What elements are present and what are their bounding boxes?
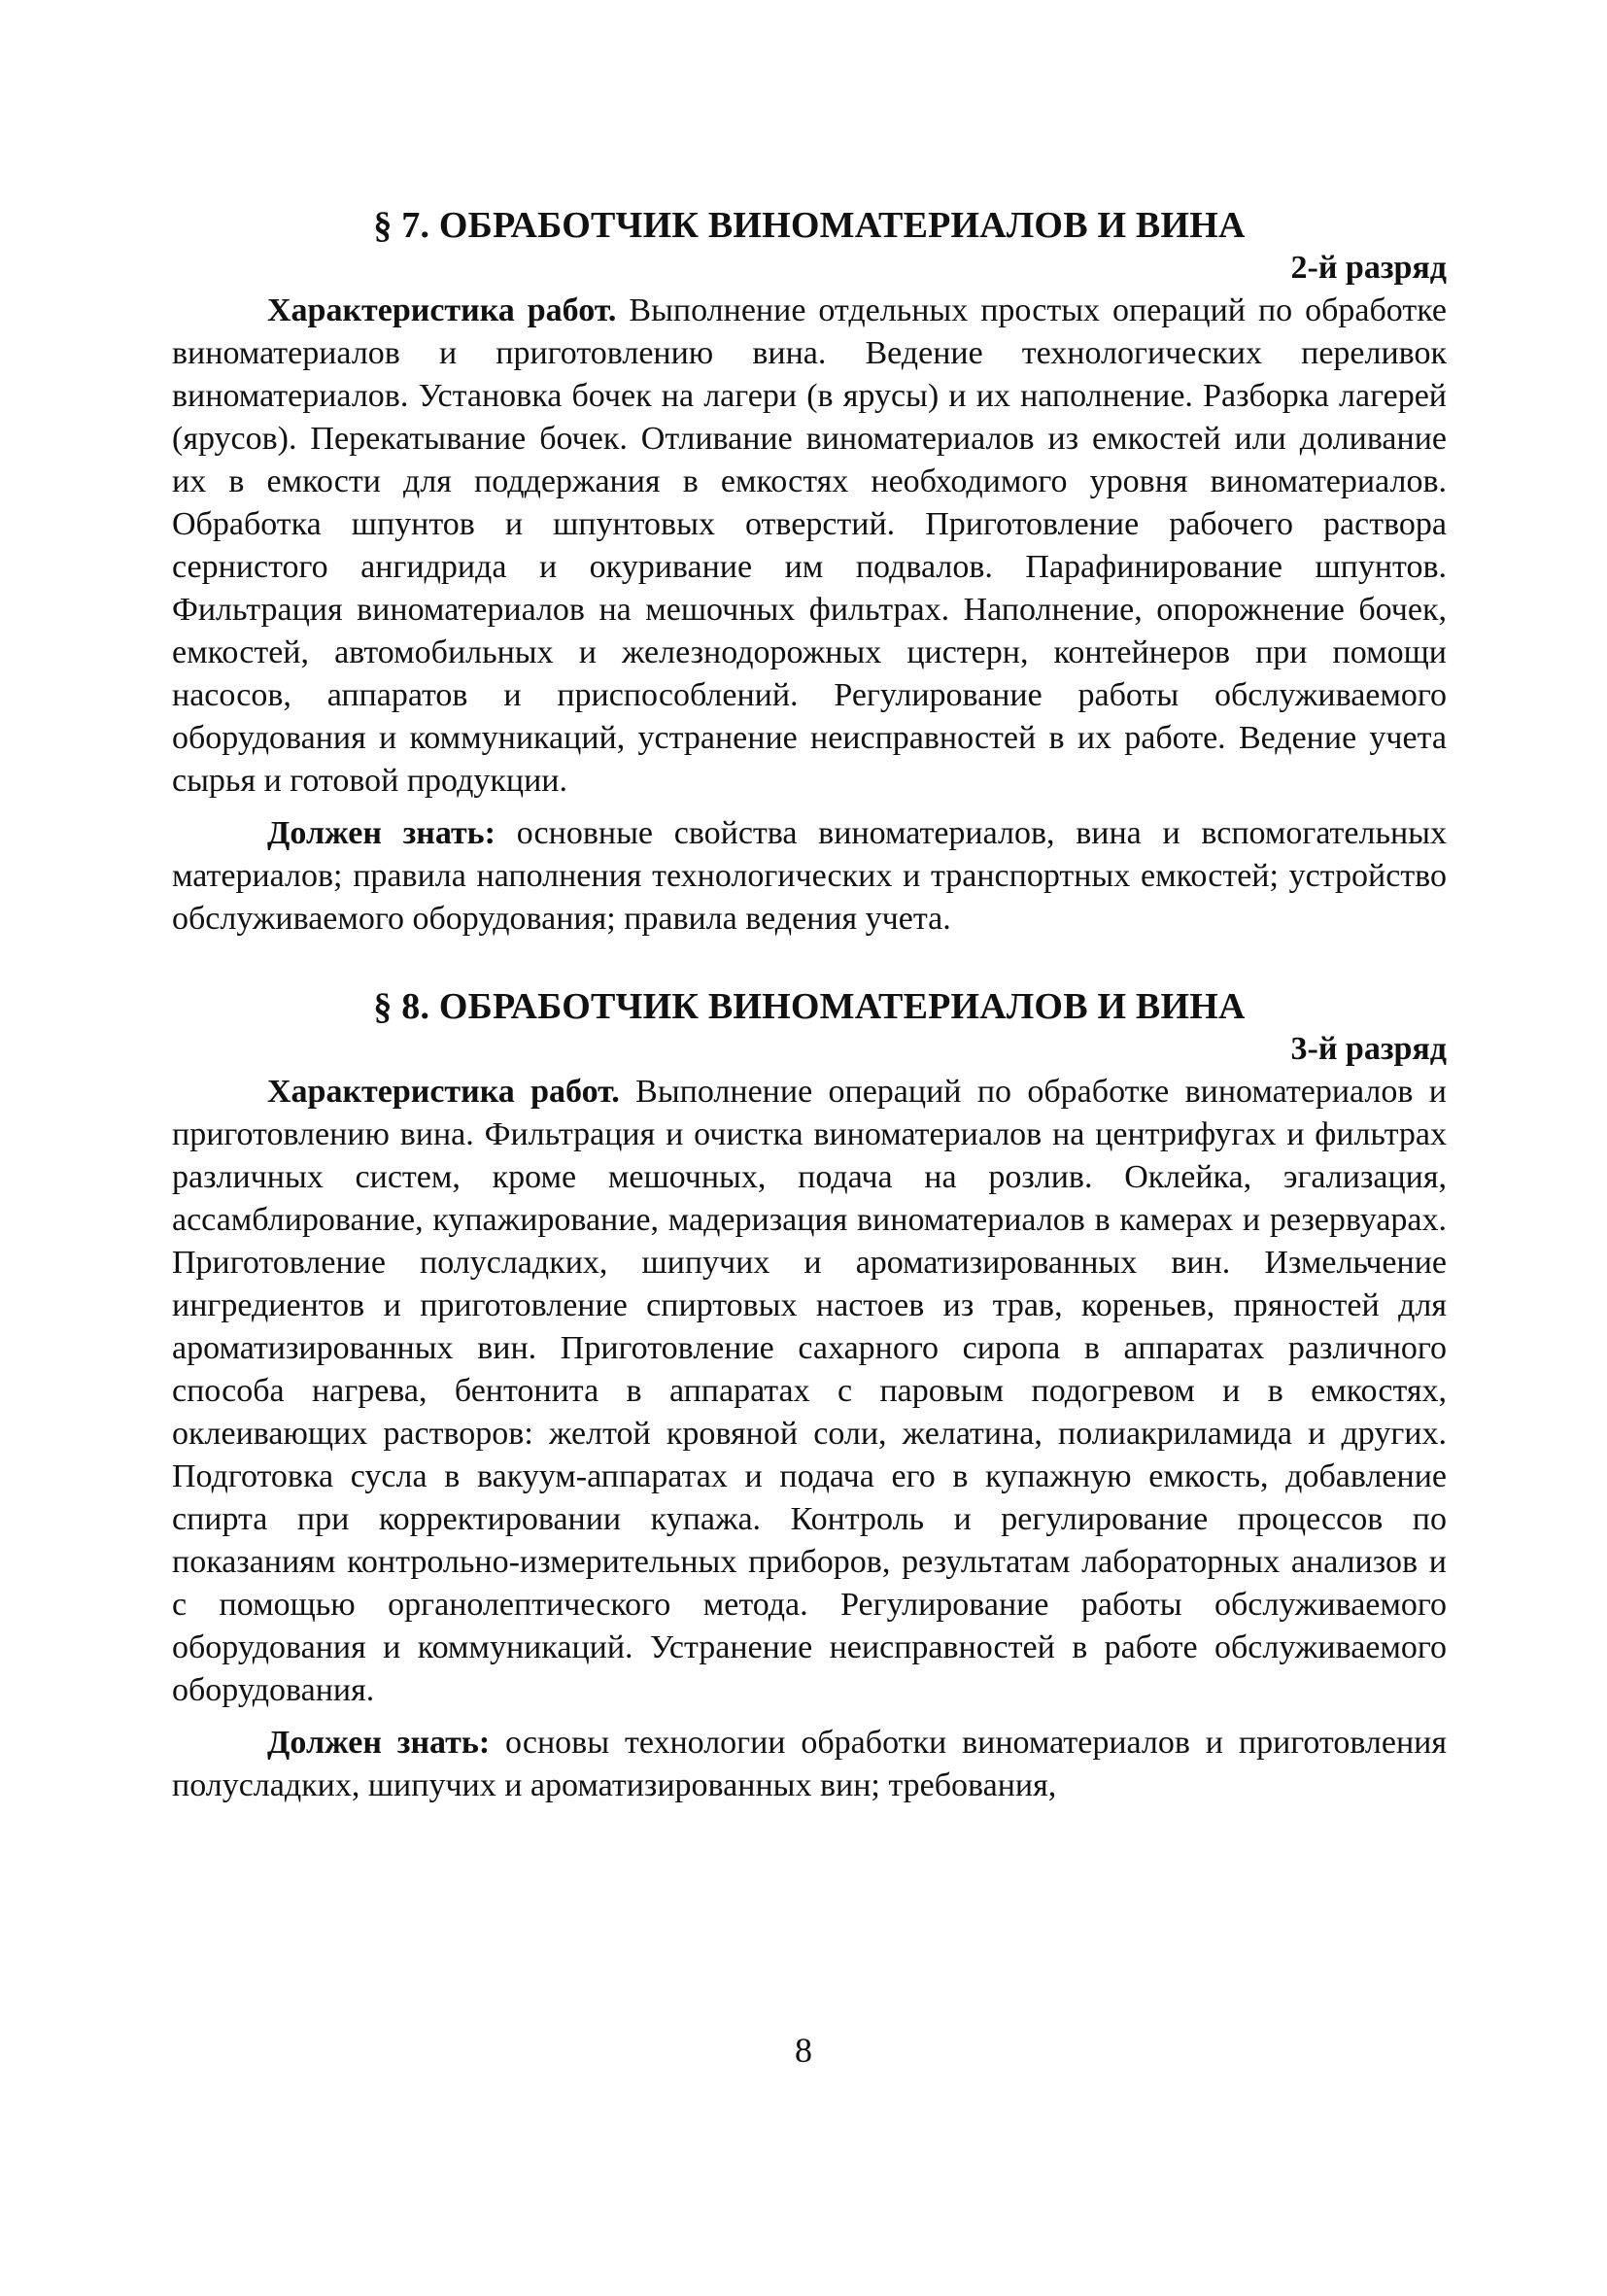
- page-number: 8: [795, 2031, 812, 2070]
- paragraph-text: основные свойства виноматериалов, вина и вспомогательных материалов; правила наполнения технологических и транспортных емкостей; устройство обслуживаемого оборудования; правила ведения учета.: [172, 815, 1448, 937]
- section-8: [172, 985, 1447, 1807]
- paragraph-text: Выполнение отдельных простых операций по обработке виноматериалов и приготовлению вина. Ведение технологических переливок виноматериалов. Установка бочек на лагери (в ярусы) и их наполнение. Разборка лагерей (ярусов). Перекатывание бочек. Отливание виноматериалов из емкостей или доливание их в емкости для поддержания в емкостях необходимого уровня виноматериалов. Обработка шпунтов и шпунтовых отверстий. Приготовление рабочего раствора сернистого ангидрида и окуривание им подвалов. Парафинирование шпунтов. Фильтрация виноматериалов на мешочных фильтрах. Наполнение, опорожнение бочек, емкостей, автомобильных и железнодорожных цистерн, контейнеров при помощи насосов, аппаратов и приспособлений. Регулирование работы обслуживаемого оборудования и коммуникаций, устранение неисправностей в их работе. Ведение учета сырья и готовой продукции.: [172, 292, 1447, 799]
- paragraph-text: Выполнение операций по обработке виноматериалов и приготовлению вина. Фильтрация и очистка виноматериалов на центрифугах и фильтрах различных систем, кроме мешочных, подача на розлив. Оклейка, эгализация, ассамблирование, купажирование, мадеризация виноматериалов в камерах и резервуарах. Приготовление полусладких, шипучих и ароматизированных вин. Измельчение ингредиентов и приготовление спиртовых настоев из трав, кореньев, пряностей для ароматизированных вин. Приготовление сахарного сиропа в аппаратах различного способа нагрева, бентонита в аппаратах с паровым подогревом и в емкостях, оклеивающих растворов: желтой кровяной соли, желатина, полиакриламида и других. Подготовка сусла в вакуум-аппаратах и подача его в купажную емкость, добавление спирта при корректировании купажа. Контроль и регулирование процессов по показаниям контрольно-измерительных приборов, результатам лабораторных анализов и с помощью органолептического метода. Регулирование работы обслуживаемого оборудования и коммуникаций. Устранение неисправностей в работе обслуживаемого оборудования.: [172, 1074, 1447, 1708]
- work-characteristic-paragraph: [172, 290, 1447, 803]
- required-knowledge-paragraph: [172, 1722, 1447, 1807]
- paragraph-lead: Характеристика работ.: [267, 292, 617, 328]
- section-7: [172, 204, 1447, 941]
- paragraph-lead: Должен знать:: [267, 815, 496, 851]
- paragraph-lead: Должен знать:: [267, 1725, 491, 1761]
- page-content: [172, 204, 1447, 1807]
- paragraph-lead: Характеристика работ.: [267, 1074, 620, 1110]
- section-title: § 8. ОБРАБОТЧИК ВИНОМАТЕРИАЛОВ И ВИНА: [373, 986, 1246, 1027]
- work-characteristic-paragraph: [172, 1071, 1447, 1712]
- section-title: § 7. ОБРАБОТЧИК ВИНОМАТЕРИАЛОВ И ВИНА: [373, 205, 1246, 246]
- required-knowledge-paragraph: [172, 812, 1447, 941]
- paragraph-text: основы технологии обработки виноматериалов и приготовления полусладких, шипучих и ароматизированных вин; требования,: [172, 1725, 1448, 1803]
- grade-label: 2-й разряд: [1290, 250, 1447, 286]
- grade-label: 3-й разряд: [1290, 1031, 1447, 1067]
